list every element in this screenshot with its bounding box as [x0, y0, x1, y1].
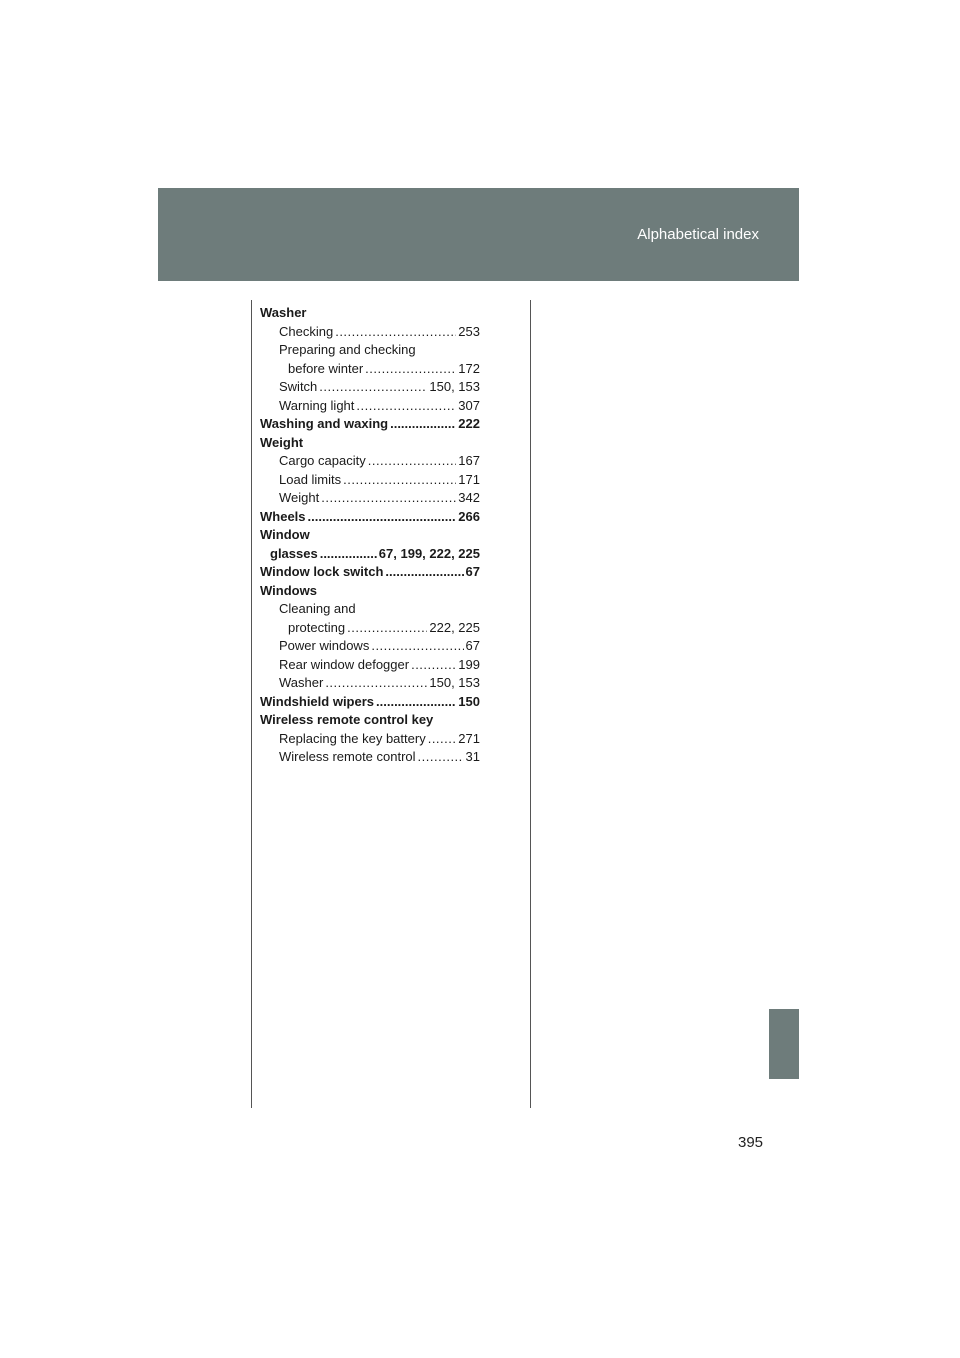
index-term: Washer — [279, 675, 324, 690]
dot-leader — [371, 637, 463, 656]
index-entry — [260, 434, 480, 453]
index-entry — [260, 360, 480, 379]
index-entry — [260, 748, 480, 767]
index-term: Power windows — [279, 638, 370, 653]
page-reference: 199 — [458, 656, 480, 672]
index-entry — [260, 656, 480, 675]
index-entry — [260, 582, 480, 601]
index-term: Weight — [279, 490, 320, 505]
dot-leader — [347, 619, 427, 638]
index-term: Preparing and checking — [279, 342, 416, 357]
page-reference: 150 — [458, 693, 480, 709]
index-entry — [260, 637, 480, 656]
dot-leader — [385, 563, 463, 582]
page-reference: 31 — [465, 749, 480, 764]
column-divider-left — [251, 300, 252, 1108]
page-reference: 167 — [458, 453, 480, 468]
dot-leader — [320, 545, 377, 564]
index-term: Wireless remote control — [279, 749, 416, 764]
page-reference: 342 — [458, 490, 480, 505]
index-term: protecting — [288, 619, 346, 635]
index-entry — [260, 711, 480, 730]
index-term: Checking — [279, 323, 334, 339]
page-reference: 67 — [465, 638, 480, 653]
index-term: Replacing the key battery — [279, 730, 426, 746]
index-entry — [260, 508, 480, 527]
index-entry — [260, 545, 480, 564]
dot-leader — [325, 674, 427, 693]
index-entry — [260, 526, 480, 545]
index-term: Window — [260, 527, 310, 542]
dot-leader — [343, 471, 456, 490]
page-reference: 222 — [458, 416, 480, 431]
index-entry — [260, 397, 480, 416]
dot-leader — [321, 489, 456, 508]
index-term: before winter — [288, 360, 364, 376]
index-term: Windshield wipers — [260, 693, 375, 709]
dot-leader — [356, 397, 456, 416]
index-term: Rear window defogger — [279, 656, 410, 672]
section-title: Alphabetical index — [637, 226, 759, 243]
page-number: 395 — [738, 1134, 764, 1151]
index-entry — [260, 730, 480, 749]
page-reference: 172 — [458, 360, 480, 376]
dot-leader — [411, 656, 456, 675]
index-entry — [260, 304, 480, 323]
page-reference: 67 — [465, 564, 480, 579]
dot-leader — [308, 508, 457, 527]
dot-leader — [390, 415, 456, 434]
dot-leader — [418, 748, 464, 767]
dot-leader — [365, 360, 456, 379]
index-entry — [260, 489, 480, 508]
index-entry — [260, 471, 480, 490]
index-term: Cargo capacity — [279, 453, 366, 468]
page-reference: 307 — [458, 397, 480, 413]
index-term: Cleaning and — [279, 601, 356, 616]
page-reference: 67, 199, 222, 225 — [378, 545, 480, 561]
index-term: Washing and waxing — [260, 416, 389, 431]
page-reference: 150, 153 — [429, 675, 480, 690]
dot-leader — [428, 730, 457, 749]
index-entry — [260, 693, 480, 712]
header-band — [158, 188, 799, 281]
index-entry — [260, 600, 480, 619]
column-divider-middle — [530, 300, 531, 1108]
index-entry — [260, 341, 480, 360]
thumb-index-tab — [769, 1009, 799, 1079]
index-term: glasses — [270, 545, 318, 561]
index-column — [260, 304, 480, 767]
page-reference: 150, 153 — [429, 379, 480, 394]
index-term: Load limits — [279, 471, 342, 487]
index-entry — [260, 674, 480, 693]
index-term: Wireless remote control key — [260, 712, 434, 727]
index-term: Window lock switch — [260, 564, 384, 579]
index-term: Switch — [279, 379, 318, 394]
dot-leader — [376, 693, 456, 712]
index-entry — [260, 323, 480, 342]
index-entry — [260, 619, 480, 638]
page-reference: 253 — [458, 323, 480, 339]
index-term: Washer — [260, 305, 307, 320]
index-term: Windows — [260, 582, 317, 598]
dot-leader — [319, 378, 427, 397]
page-reference: 171 — [458, 471, 480, 487]
page-reference: 271 — [458, 730, 480, 746]
index-term: Wheels — [260, 508, 306, 524]
page-reference: 222, 225 — [429, 619, 480, 635]
index-entry — [260, 563, 480, 582]
index-entry — [260, 378, 480, 397]
dot-leader — [335, 323, 456, 342]
index-term: Warning light — [279, 397, 355, 413]
index-term: Weight — [260, 434, 304, 450]
dot-leader — [368, 452, 457, 471]
index-entry — [260, 452, 480, 471]
page-reference: 266 — [458, 508, 480, 524]
index-entry — [260, 415, 480, 434]
